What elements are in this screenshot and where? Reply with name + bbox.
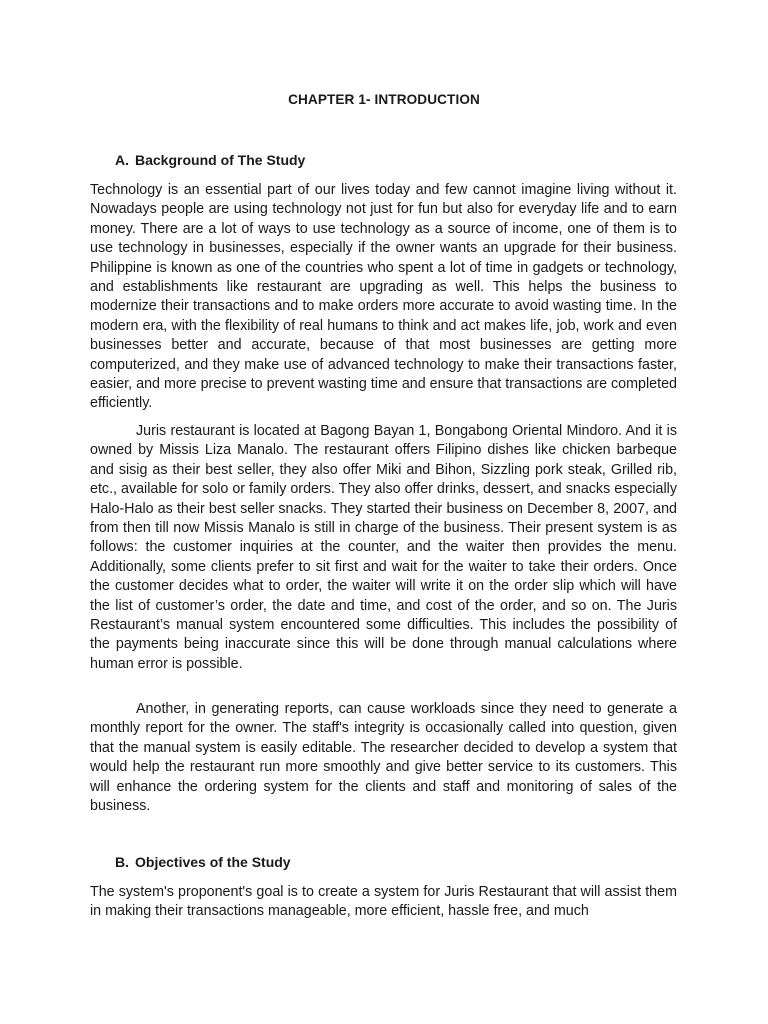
section-heading-label: Background of The Study	[135, 152, 306, 168]
paragraph-background-2: Juris restaurant is located at Bagong Bayan 1, Bongabong Oriental Mindoro. And it is owned by Missis Liza Manalo. The restaurant offers Filipino dishes like chicken barbeque and sisig as their best seller, they also offer Miki and Bihon, Sizzling pork steak, Grilled rib, etc., available for solo or family orders. They also offer drinks, dessert, and snacks especially Halo-Halo as their best seller snacks. They started their business on December 8, 2007, and from then till now Missis Manalo is still in charge of the business. Their present system is as follows: the customer inquiries at the counter, and the waiter then provides the menu. Additionally, some clients prefer to sit first and wait for the waiter to take their orders. Once the customer decides what to order, the waiter will write it on the order slip which will have the list of customer’s order, the date and time, and cost of the order, and so on. The Juris Restaurant’s manual system encountered some difficulties. This includes the possibility of the payments being inaccurate since this will be done through manual calculations where human error is possible.	[90, 423, 677, 672]
paragraph-background-1: Technology is an essential part of our lives today and few cannot imagine living without it. Nowadays people are using technology not just for fun but also for everyday life and to earn money. There are a lot of ways to use technology as a source of income, one of them is to use technology in businesses, especially if the owner wants an upgrade for their business. Philippine is known as one of the countries who spent a lot of time in gadgets or technology, and establishments like restaurant are upgrading as well. This helps the business to modernize their transactions and to make orders more accurate to avoid wasting time. In the modern era, with the flexibility of real humans to think and act makes life, job, work and even businesses better and accurate, because of that most businesses are getting more computerized, and they make use of advanced technology to make their transactions faster, easier, and more precise to prevent wasting time and ensure that transactions are completed efficiently.	[90, 182, 677, 412]
section-heading-background	[115, 152, 305, 168]
section-heading-objectives	[115, 854, 291, 870]
section-marker: B.	[115, 854, 129, 870]
paragraph-background-3: Another, in generating reports, can cause workloads since they need to generate a monthly report for the owner. The staff's integrity is occasionally called into question, given that the manual system is easily editable. The researcher decided to develop a system that would help the restaurant run more smoothly and give better service to its customers. This will enhance the ordering system for the clients and staff and monitoring of sales of the business.	[90, 701, 677, 815]
section-heading-label: Objectives of the Study	[135, 854, 291, 870]
chapter-title: CHAPTER 1- INTRODUCTION	[288, 92, 480, 107]
paragraph-clip	[90, 883, 677, 923]
section-marker: A.	[115, 152, 129, 168]
paragraph-objectives-1: The system's proponent's goal is to create a system for Juris Restaurant that will assist them in making their transactions manageable, more efficient, hassle free, and much	[90, 884, 677, 920]
